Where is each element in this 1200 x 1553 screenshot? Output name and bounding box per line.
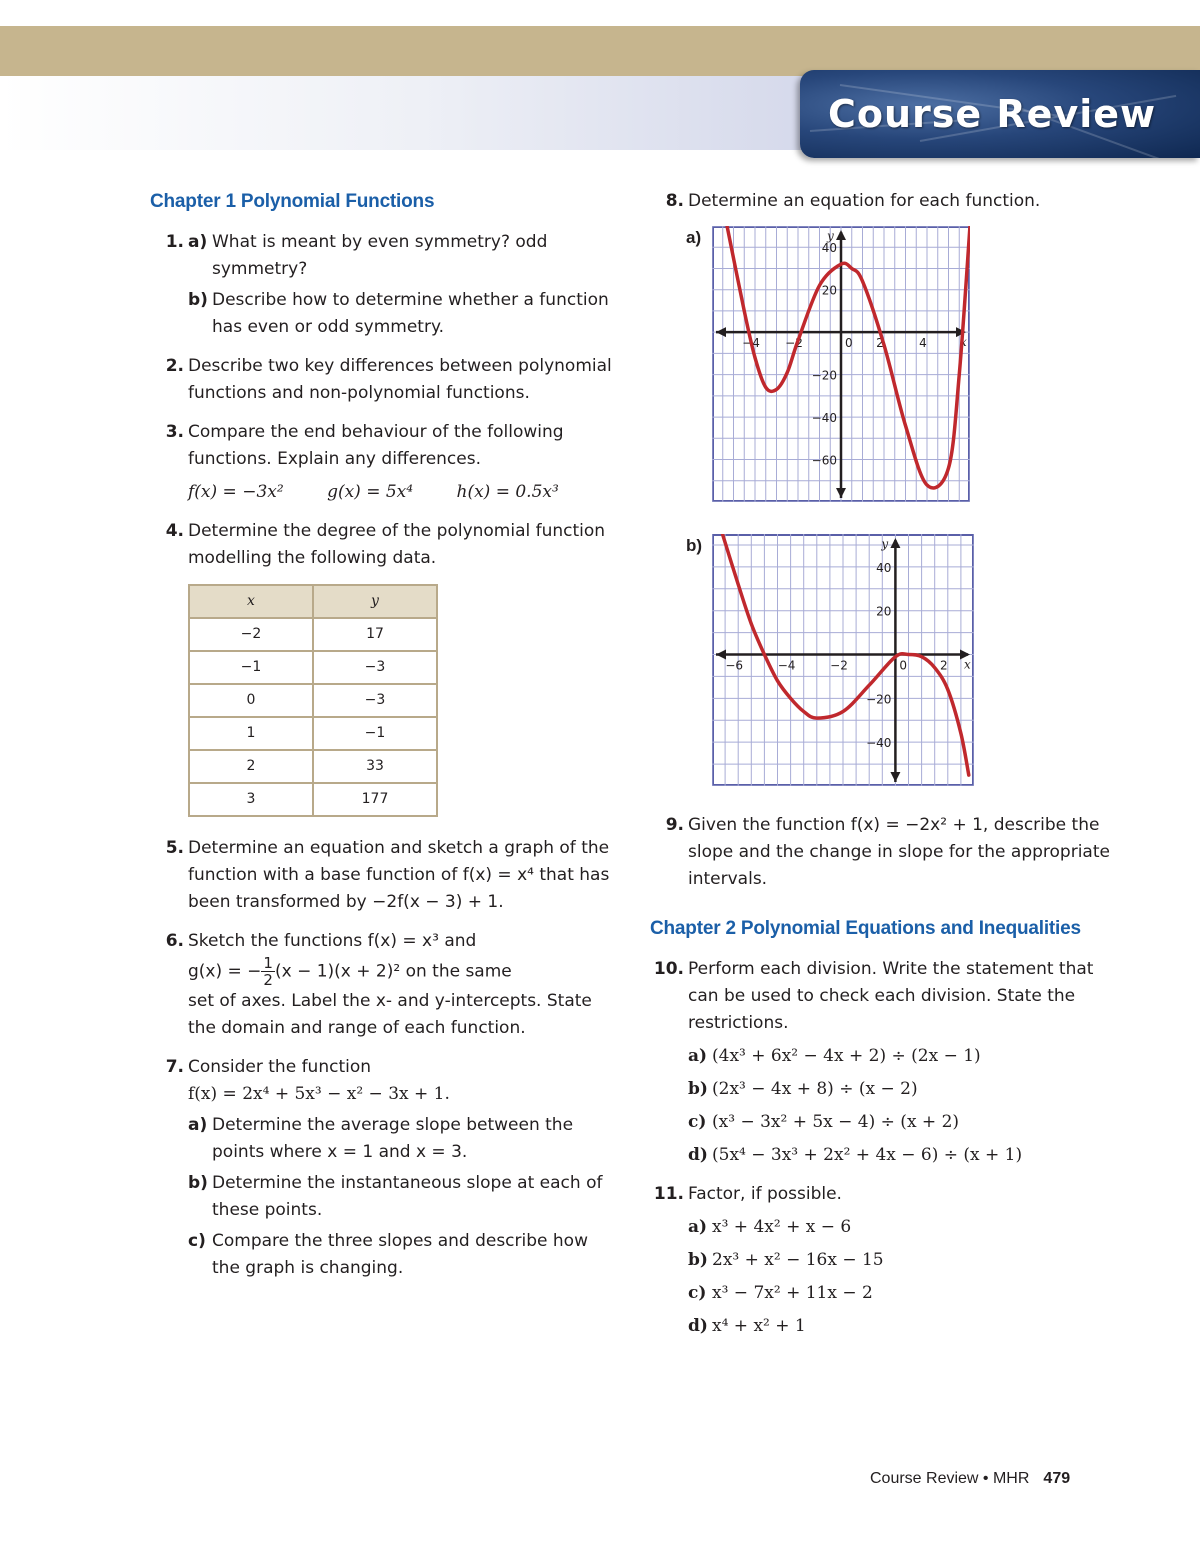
page-title: Course Review (828, 92, 1157, 136)
question-number: 3. (165, 422, 184, 442)
polynomial-expression: 2x³ + x² − 16x − 15 (712, 1250, 884, 1270)
question-text: What is meant by even symmetry? odd symmetry? (212, 232, 548, 279)
question-part (188, 229, 620, 283)
table-cell: 17 (313, 618, 437, 651)
question-number: 11. (653, 1184, 684, 1204)
division-expression: (4x³ + 6x² − 4x + 2) ÷ (2x − 1) (712, 1046, 981, 1066)
table-row (189, 684, 437, 717)
y-tick-label: 20 (821, 283, 837, 298)
page-footer (870, 1470, 1070, 1488)
question-3 (150, 419, 620, 506)
left-column (150, 188, 620, 1294)
table-row (189, 618, 437, 651)
data-table (188, 584, 438, 817)
x-tick-label: −2 (785, 336, 803, 351)
x-tick-label: −2 (830, 658, 848, 673)
question-9 (650, 812, 1120, 893)
division-expression: (5x⁴ − 3x³ + 2x² + 4x − 6) ÷ (x + 1) (712, 1145, 1023, 1165)
part-label: b) (188, 290, 208, 310)
part-label: a) (688, 1217, 708, 1237)
y-tick-label: −40 (866, 736, 892, 751)
question-part (688, 1313, 1120, 1340)
column-header-x: x (189, 585, 313, 618)
question-text: Factor, if possible. (688, 1184, 842, 1204)
question-text: Consider the function (188, 1057, 372, 1077)
x-tick-label: −4 (742, 336, 760, 351)
table-row (189, 651, 437, 684)
chapter-2-heading: Chapter 2 Polynomial Equations and Inequalities (650, 918, 1081, 939)
fraction-numerator: 1 (263, 954, 273, 972)
part-label: c) (688, 1283, 707, 1303)
table-cell: −3 (313, 651, 437, 684)
question-part (688, 1076, 1120, 1103)
question-number: 10. (653, 959, 684, 979)
function-list (188, 479, 620, 506)
part-label: d) (688, 1145, 708, 1165)
question-10 (650, 956, 1120, 1169)
question-text: Compare the three slopes and describe how the graph is changing. (212, 1231, 588, 1278)
x-axis-label: x (964, 657, 971, 672)
function-f: f(x) = −3x² (188, 482, 284, 502)
question-part (688, 1280, 1120, 1307)
part-label: a) (188, 1115, 208, 1135)
question-part (688, 1214, 1120, 1241)
division-expression: (x³ − 3x² + 5x − 4) ÷ (x + 2) (712, 1112, 960, 1132)
question-text: Perform each division. Write the statement that can be used to check each division. State the restrictions. (688, 959, 1094, 1033)
part-label: b) (688, 1079, 708, 1099)
table-cell: 177 (313, 783, 437, 816)
part-label: b) (688, 1250, 708, 1270)
fraction (261, 955, 275, 988)
graph-b (712, 534, 974, 786)
part-label: d) (688, 1316, 708, 1336)
table-cell: 2 (189, 750, 313, 783)
function-equation: f(x) = 2x⁴ + 5x³ − x² − 3x + 1. (188, 1084, 450, 1104)
table-cell: −1 (189, 651, 313, 684)
question-number: 6. (165, 931, 184, 951)
question-text: Determine an equation and sketch a graph of the function with a base function of f(x) = x⁴ that has been transformed by −2f(x − 3) + 1. (188, 838, 610, 912)
course-review-banner (800, 70, 1200, 158)
part-label: b) (188, 1173, 208, 1193)
graph-a (712, 226, 970, 502)
question-5 (150, 835, 620, 916)
question-text: set of axes. Label the x- and y-intercepts. State the domain and range of each function. (188, 991, 592, 1038)
question-text: Describe two key differences between polynomial functions and non-polynomial functions. (188, 356, 612, 403)
y-tick-label: −40 (811, 411, 837, 426)
y-axis-label: y (881, 537, 889, 551)
column-header-y: y (313, 585, 437, 618)
question-2 (150, 353, 620, 407)
question-number: 2. (165, 356, 184, 376)
x-tick-label: 4 (919, 336, 927, 351)
g-suffix: (x − 1)(x + 2)² on the same (274, 961, 512, 982)
question-part (188, 1228, 620, 1282)
function-g: g(x) = 5x⁴ (327, 482, 414, 502)
y-tick-label: 40 (876, 560, 892, 575)
y-tick-label: 20 (876, 604, 892, 619)
question-1 (150, 229, 620, 341)
question-11 (650, 1181, 1120, 1340)
right-column-lower (650, 812, 1120, 1352)
y-tick-label: 40 (821, 241, 837, 256)
x-tick-label: 0 (899, 658, 908, 673)
y-axis-label: y (827, 229, 834, 243)
question-number: 1. (165, 232, 184, 252)
question-part (688, 1109, 1120, 1136)
question-number: 9. (665, 815, 684, 835)
question-text: Determine an equation for each function. (688, 191, 1041, 211)
table-row (189, 783, 437, 816)
question-text: Given the function f(x) = −2x² + 1, describe the slope and the change in slope for the appropriate intervals. (688, 815, 1110, 889)
question-number: 5. (165, 838, 184, 858)
x-tick-label: 2 (876, 336, 884, 351)
question-text: Sketch the functions f(x) = x³ and (188, 931, 477, 951)
question-number: 7. (165, 1057, 184, 1077)
question-6 (150, 928, 620, 1042)
table-cell: 1 (189, 717, 313, 750)
graph-a-label: a) (686, 228, 702, 247)
question-number: 4. (165, 521, 184, 541)
table-cell: −1 (313, 717, 437, 750)
question-part (188, 1170, 620, 1224)
x-tick-label: 2 (939, 658, 948, 673)
x-tick-label: 0 (845, 336, 853, 351)
polynomial-expression: x³ + 4x² + x − 6 (712, 1217, 852, 1237)
chapter-1-heading: Chapter 1 Polynomial Functions (150, 191, 435, 212)
y-tick-label: −60 (811, 453, 837, 468)
question-text: Describe how to determine whether a function has even or odd symmetry. (212, 290, 609, 337)
polynomial-expression: x⁴ + x² + 1 (712, 1316, 806, 1336)
y-tick-label: −20 (866, 692, 892, 707)
x-axis-label: x (960, 335, 967, 350)
question-text: Determine the instantaneous slope at each of these points. (212, 1173, 603, 1220)
part-label: a) (188, 232, 208, 252)
question-text: Determine the average slope between the points where x = 1 and x = 3. (212, 1115, 574, 1162)
table-cell: −2 (189, 618, 313, 651)
footer-text: Course Review • MHR (870, 1470, 1030, 1487)
x-tick-label: −4 (777, 658, 796, 673)
page-number: 479 (1043, 1470, 1071, 1487)
question-part (688, 1142, 1120, 1169)
graph-b-label: b) (686, 536, 703, 555)
part-label: c) (188, 1231, 206, 1251)
fraction-denominator: 2 (263, 971, 273, 989)
function-h: h(x) = 0.5x³ (456, 482, 559, 502)
polynomial-expression: x³ − 7x² + 11x − 2 (712, 1283, 873, 1303)
question-7 (150, 1054, 620, 1282)
y-tick-label: −20 (811, 368, 837, 383)
part-label: c) (688, 1112, 707, 1132)
table-cell: −3 (313, 684, 437, 717)
table-cell: 3 (189, 783, 313, 816)
table-cell: 0 (189, 684, 313, 717)
question-part (688, 1043, 1120, 1070)
question-text: Compare the end behaviour of the following functions. Explain any differences. (188, 422, 564, 469)
g-prefix: g(x) = − (188, 961, 262, 982)
question-4 (150, 518, 620, 572)
question-part (188, 287, 620, 341)
question-8 (650, 188, 1120, 215)
table-row (189, 717, 437, 750)
question-text: Determine the degree of the polynomial function modelling the following data. (188, 521, 606, 568)
question-part (188, 1112, 620, 1166)
question-part (688, 1247, 1120, 1274)
division-expression: (2x³ − 4x + 8) ÷ (x − 2) (712, 1079, 918, 1099)
part-label: a) (688, 1046, 708, 1066)
x-tick-label: −6 (725, 658, 744, 673)
header-band (0, 26, 1200, 76)
question-number: 8. (665, 191, 684, 211)
table-row (189, 750, 437, 783)
table-cell: 33 (313, 750, 437, 783)
